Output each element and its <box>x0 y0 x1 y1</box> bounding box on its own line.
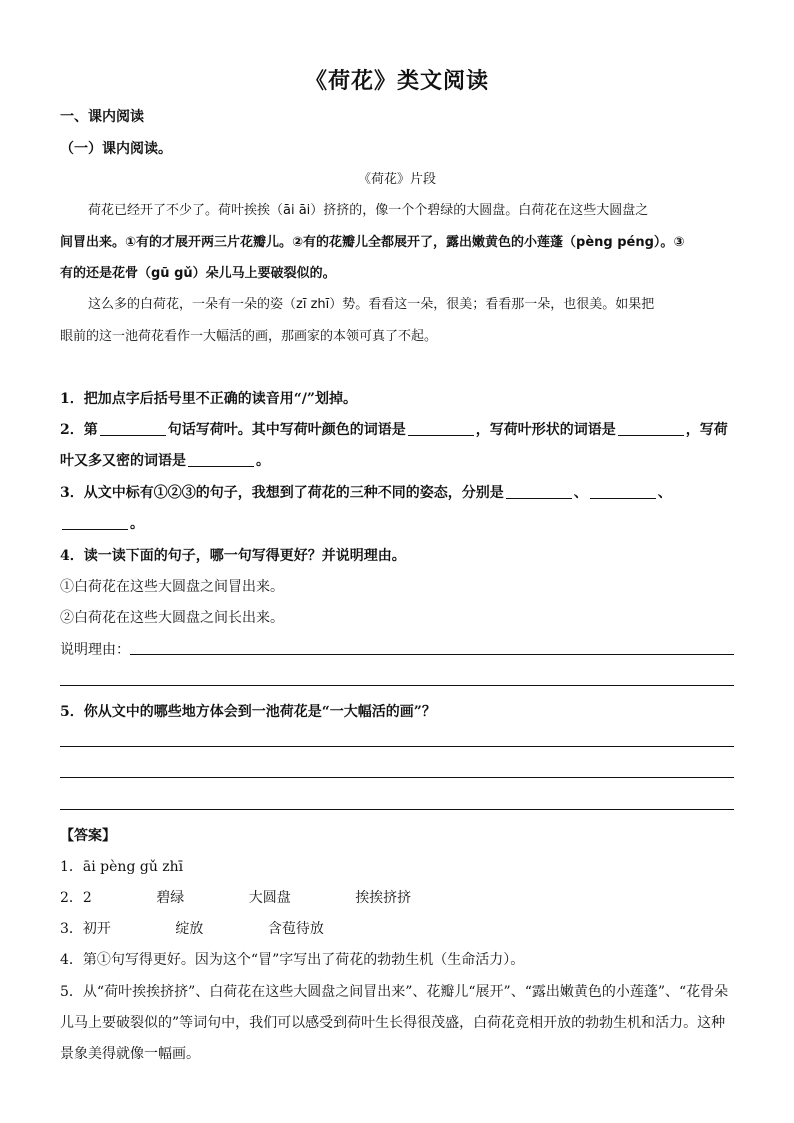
passage-line: 眼前的这一池荷花看作一大幅活的画，那画家的本领可真了不起。 <box>60 329 438 344</box>
answer-5-continued: 儿马上要破裂似的”等词句中，我们可以感受到荷叶生长得很茂盛，白荷花竞相开放的勃勃生机和活力。这种 <box>60 1015 726 1031</box>
answer-line[interactable] <box>60 685 734 686</box>
answer-4: 4．第①句写得更好。因为这个“冒”字写出了荷花的勃勃生机（生命活力）。 <box>60 952 525 968</box>
answer-blank[interactable] <box>618 421 684 436</box>
question-4-option-1: ①白荷花在这些大圆盘之间冒出来。 <box>60 579 284 595</box>
answer-3-item: 绽放 <box>175 921 204 937</box>
answer-blank[interactable] <box>188 452 254 467</box>
answer-2 <box>60 888 411 908</box>
answer-blank[interactable] <box>408 421 474 436</box>
answer-3-item: 含苞待放 <box>267 921 324 937</box>
passage-title: 《荷花》片段 <box>357 172 436 187</box>
answer-2-item: 大圆盘 <box>248 890 291 906</box>
answer-1: 1．āi pèng gǔ zhī <box>60 859 184 875</box>
reason-label: 说明理由： <box>60 642 130 658</box>
answer-blank[interactable] <box>506 484 572 499</box>
passage-line: 有的还是花骨（gū gǔ）朵儿马上要破裂似的。 <box>60 266 336 281</box>
answer-5-continued: 景象美得就像一幅画。 <box>60 1046 200 1062</box>
question-4: 4．读一读下面的句子，哪一句写得更好？并说明理由。 <box>60 548 406 564</box>
answer-2-item: 2．2 <box>60 890 92 906</box>
answer-2-item: 碧绿 <box>156 890 185 906</box>
question-3-text: 、 <box>657 485 672 501</box>
passage-line: 这么多的白荷花，一朵有一朵的姿（zī zhī）势。看看这一朵，很美；看看那一朵，也很美。如果把 <box>88 297 655 312</box>
answer-2-item: 挨挨挤挤 <box>355 890 412 906</box>
answer-blank[interactable] <box>62 515 128 530</box>
answer-blank[interactable] <box>590 484 656 499</box>
section-heading: 一、课内阅读 <box>60 109 144 125</box>
subsection-heading: （一）课内阅读。 <box>60 141 172 157</box>
question-2-text: 句话写荷叶。其中写荷叶颜色的词语是 <box>167 422 406 438</box>
question-2-text: ，写荷 <box>685 422 728 438</box>
question-2-text: 2．第 <box>60 422 98 438</box>
passage-line: 间冒出来。①有的才展开两三片花瓣儿。②有的花瓣儿全都展开了，露出嫩黄色的小莲蓬（pèng péng）。③ <box>60 235 685 250</box>
answer-line[interactable] <box>60 746 734 747</box>
question-3-text: 3．从文中标有①②③的句子，我想到了荷花的三种不同的姿态，分别是 <box>60 485 504 501</box>
answer-5: 5．从“荷叶挨挨挤挤”、白荷花在这些大圆盘之间冒出来”、花瓣儿“展开”、“露出嫩黄色的小莲蓬”、“花骨朵 <box>60 984 729 1000</box>
answer-3 <box>60 919 324 939</box>
answer-3-item: 3．初开 <box>60 921 111 937</box>
page-title: 《荷花》类文阅读 <box>304 68 489 94</box>
answer-header: 【答案】 <box>60 828 116 844</box>
question-3-text: 、 <box>573 485 588 501</box>
question-2-continued <box>60 451 270 471</box>
question-3-text: 。 <box>130 516 144 532</box>
question-3 <box>60 483 672 503</box>
question-3-continued <box>60 514 144 534</box>
question-1: 1．把加点字后括号里不正确的读音用“/”划掉。 <box>60 391 357 407</box>
question-2-text: ，写荷叶形状的词语是 <box>475 422 616 438</box>
question-4-option-2: ②白荷花在这些大圆盘之间长出来。 <box>60 610 284 626</box>
passage-line: 荷花已经开了不少了。荷叶挨挨（āi āi）挤挤的，像一个个碧绿的大圆盘。白荷花在这些大圆盘之 <box>88 203 649 218</box>
answer-line[interactable] <box>60 777 734 778</box>
answer-line[interactable] <box>60 809 734 810</box>
question-2-text: 叶又多又密的词语是 <box>60 453 186 469</box>
question-2-text: 。 <box>256 453 270 469</box>
question-2 <box>60 420 728 440</box>
answer-line[interactable] <box>130 654 734 655</box>
question-5: 5．你从文中的哪些地方体会到一池荷花是“一大幅活的画”？ <box>60 704 436 720</box>
answer-blank[interactable] <box>100 421 166 436</box>
